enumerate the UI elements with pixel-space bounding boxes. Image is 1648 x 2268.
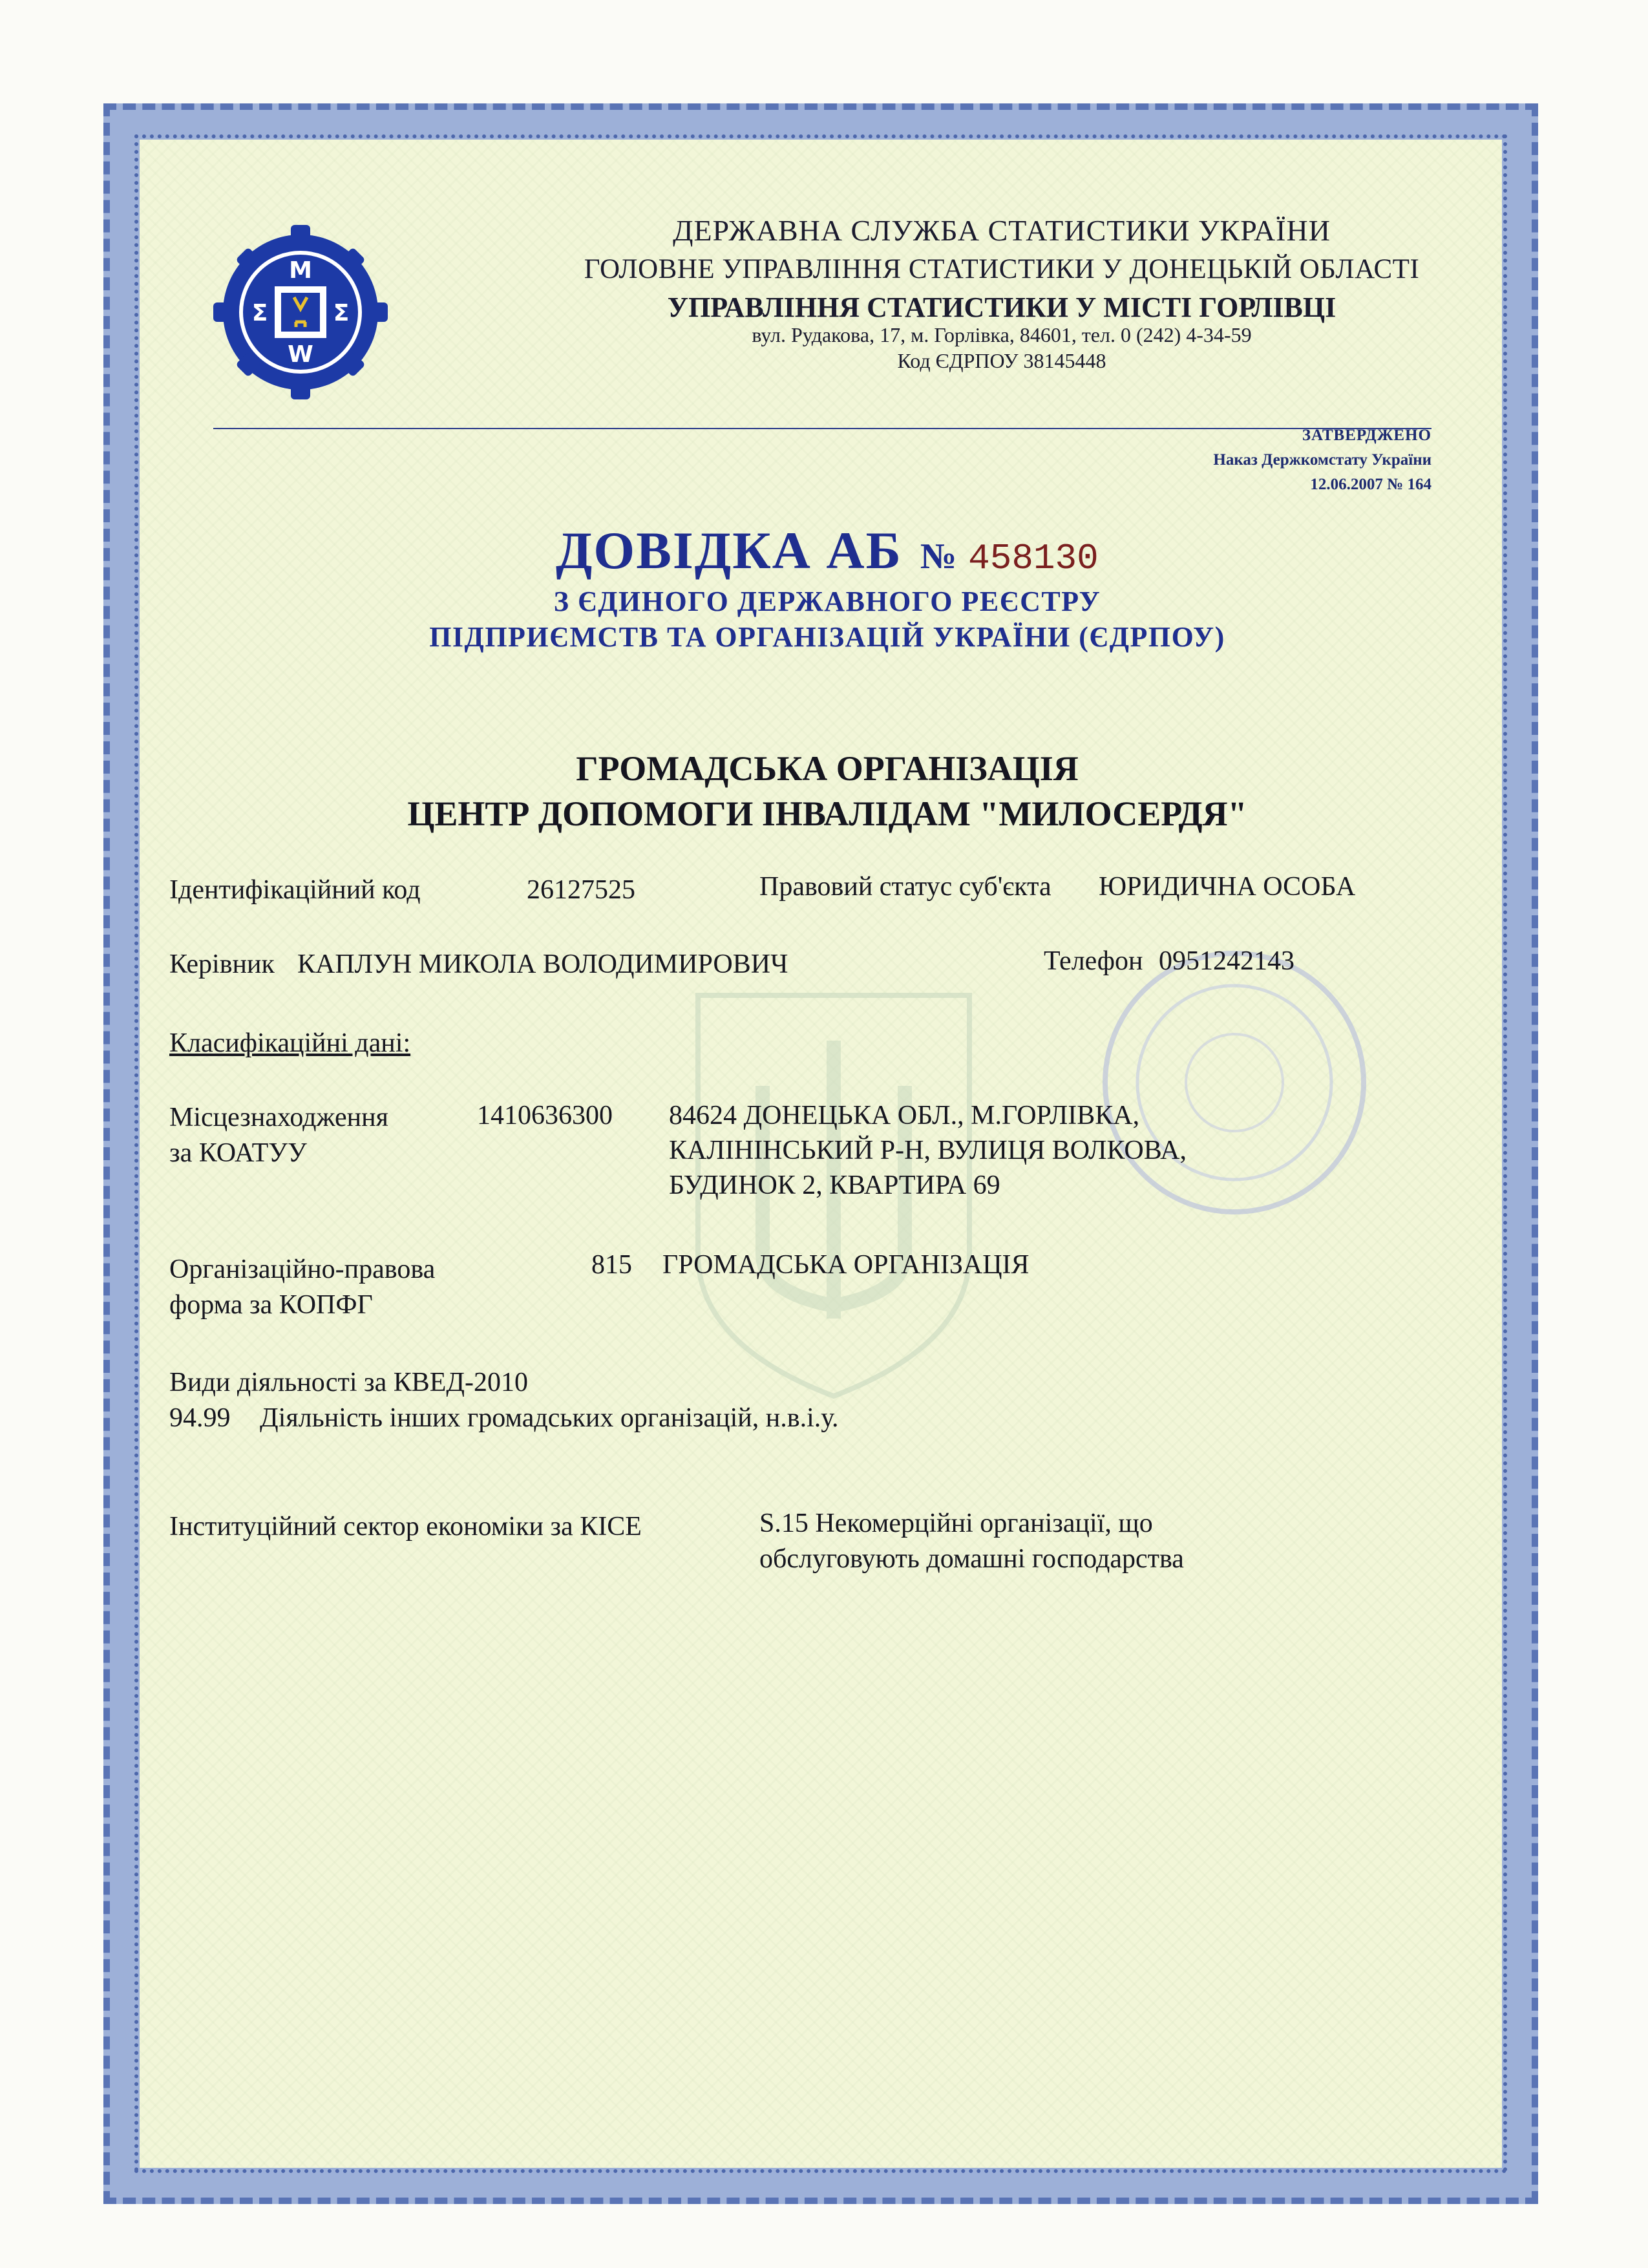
header-address: вул. Рудакова, 17, м. Горлівка, 84601, тел. 0 (242) 4-34-59 (752, 323, 1252, 346)
classification-heading: Класифікаційні дані: (169, 1028, 411, 1058)
legal-form-label-line2: форма за КОПФГ (169, 1290, 373, 1320)
kved-value: Діяльність інших громадських організацій, н.в.і.у. (260, 1403, 839, 1433)
id-code-value: 26127525 (527, 875, 635, 905)
header-regional-office: ГОЛОВНЕ УПРАВЛІННЯ СТАТИСТИКИ У ДОНЕЦЬКІЙ ОБЛАСТІ (584, 254, 1420, 284)
certificate-subtitle-2: ПІДПРИЄМСТВ ТА ОРГАНІЗАЦІЙ УКРАЇНИ (ЄДРПОУ) (429, 621, 1225, 653)
sector-value-line2: обслуговують домашні господарства (759, 1544, 1184, 1574)
organization-name: ЦЕНТР ДОПОМОГИ ІНВАЛІДАМ "МИЛОСЕРДЯ" (407, 794, 1247, 833)
approval-date: 12.06.2007 № 164 (1310, 476, 1431, 493)
address-line1: 84624 ДОНЕЦЬКА ОБЛ., М.ГОРЛІВКА, (669, 1101, 1140, 1130)
phone-value: 0951242143 (1159, 946, 1294, 976)
location-label-line2: за КОАТУУ (169, 1138, 307, 1168)
address-line3: БУДИНОК 2, КВАРТИРА 69 (669, 1171, 1000, 1200)
sector-label: Інституційний сектор економіки за КІСЕ (169, 1512, 642, 1542)
legal-status-value: ЮРИДИЧНА ОСОБА (1099, 872, 1356, 902)
number-sign: № (920, 536, 957, 577)
head-label: Керівник (169, 949, 275, 979)
certificate-subtitle-1: З ЄДИНОГО ДЕРЖАВНОГО РЕЄСТРУ (553, 586, 1101, 617)
address-line2: КАЛІНІНСЬКИЙ Р-Н, ВУЛИЦЯ ВОЛКОВА, (669, 1136, 1187, 1165)
seal-stamp (1092, 940, 1377, 1225)
sector-value-line1: S.15 Некомерційні організації, що (759, 1509, 1153, 1538)
svg-text:M: M (289, 257, 312, 284)
location-label-line1: Місцезнаходження (169, 1103, 388, 1132)
header-agency: ДЕРЖАВНА СЛУЖБА СТАТИСТИКИ УКРАЇНИ (673, 214, 1331, 247)
svg-text:W: W (288, 341, 313, 368)
certificate-title (556, 520, 1099, 581)
svg-text:Σ: Σ (333, 300, 350, 326)
legal-form-label-line1: Організаційно-правова (169, 1255, 436, 1284)
koatuu-code: 1410636300 (477, 1101, 613, 1130)
legal-form-value: ГРОМАДСЬКА ОРГАНІЗАЦІЯ (662, 1250, 1030, 1280)
head-value: КАПЛУН МИКОЛА ВОЛОДИМИРОВИЧ (297, 949, 788, 979)
statistics-emblem-logo (213, 225, 388, 399)
header-edrpou-code: Код ЄДРПОУ 38145448 (897, 349, 1106, 372)
certificate-number: 458130 (968, 538, 1099, 579)
header-divider (213, 428, 1431, 429)
kved-code: 94.99 (169, 1403, 231, 1433)
organization-type: ГРОМАДСЬКА ОРГАНІЗАЦІЯ (576, 749, 1079, 788)
kved-label: Види діяльності за КВЕД-2010 (169, 1368, 529, 1397)
header-city-office: УПРАВЛІННЯ СТАТИСТИКИ У МІСТІ ГОРЛІВЦІ (667, 291, 1336, 323)
approval-order: Наказ Держкомстату України (1213, 451, 1431, 469)
id-code-label: Ідентифікаційний код (169, 875, 421, 905)
legal-status-label: Правовий статус суб'єкта (759, 872, 1051, 902)
svg-text:Σ: Σ (251, 300, 268, 326)
certificate-title-main: ДОВІДКА АБ (556, 521, 902, 580)
legal-form-code: 815 (591, 1250, 632, 1280)
approval-label: ЗАТВЕРДЖЕНО (1302, 427, 1431, 444)
phone-label: Телефон (1044, 946, 1143, 976)
